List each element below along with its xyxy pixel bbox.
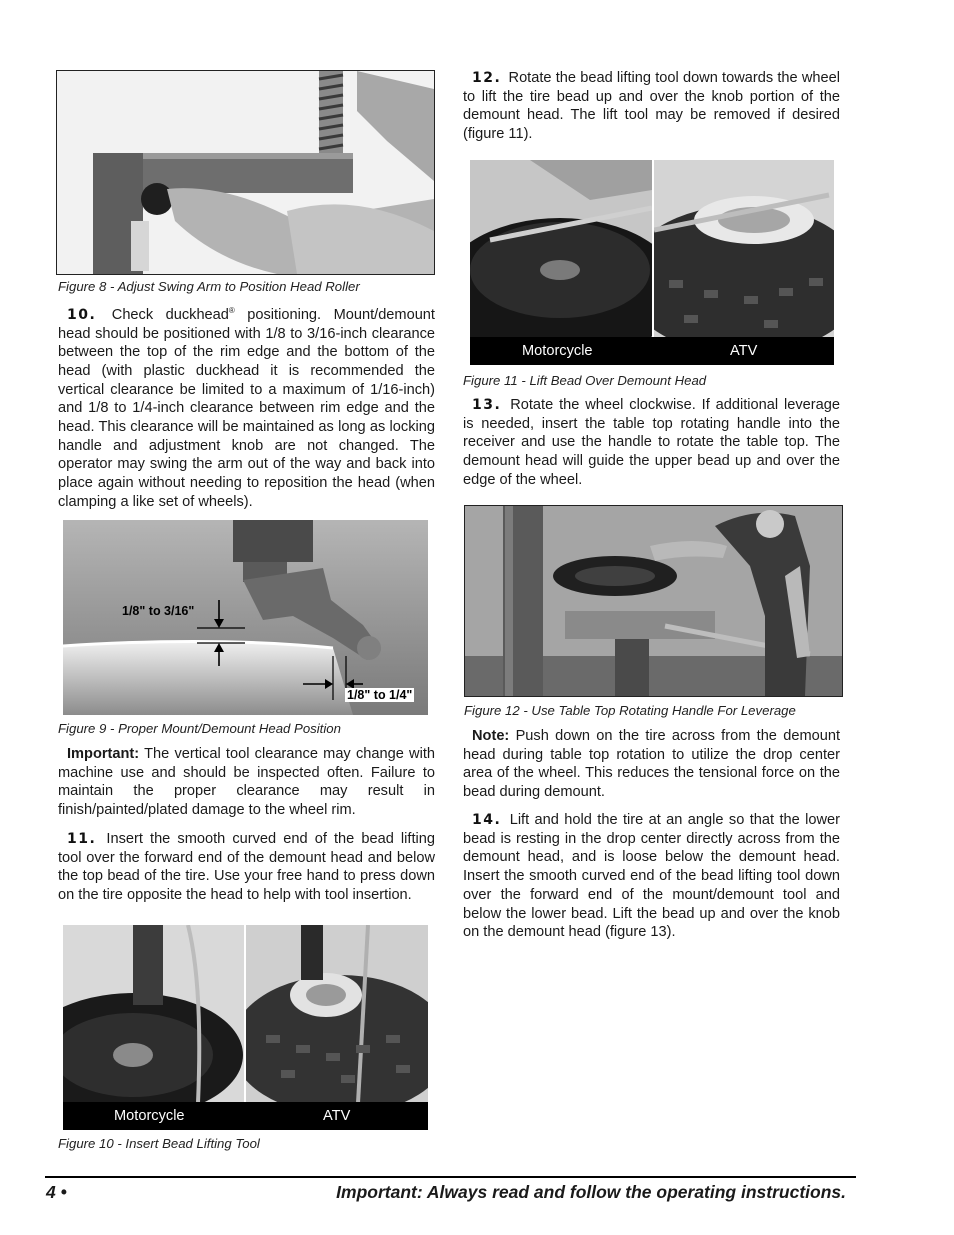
step-13-number: 13. [472,397,502,413]
step-13-text: Rotate the wheel clockwise. If additional leverage is needed, insert the table top rotating handle into the receiver and use the handle to rotate the table top. The demount head will guide the upper bead up and over the edge of the wheel. [463,397,840,488]
step-14-paragraph [463,811,840,942]
step-14-number: 14. [472,812,502,828]
figure-9-vertical-clearance-label: 1/8" to 3/16" [122,604,195,618]
figure-12-caption: Figure 12 - Use Table Top Rotating Handle For Leverage [464,703,796,718]
figure-9-horizontal-clearance-label: 1/8" to 1/4" [347,688,413,702]
step-10-text: positioning. Mount/demount head should be positioned with 1/8 to 3/16-inch clearance between the top of the rim edge and the bottom of the head (with plastic duckhead it is recommended the vertical clearance be limited to a maximum of 1/16-inch) and 1/8 to 1/4-inch clearance between rim edge and the head. This clearance will be maintained as long as locking handle and adjustment knob are not changed. The operator may swing the arm out of the way and back into place again without needing to reposition the head (when clamping a like set of wheels). [58,306,435,510]
figure-8-photo [56,70,435,275]
step-12-paragraph [463,69,840,144]
figure-12-photo [464,505,843,697]
figure-11-photo-motorcycle [470,160,652,337]
step-12-text: Rotate the bead lifting tool down towards the wheel to lift the tire bead up and over the knob portion of the demount head. The lift tool may be removed if desired (figure 11). [463,70,840,143]
important-label: Important: [67,746,140,762]
step-12-number: 12. [472,70,502,86]
figure-11-caption: Figure 11 - Lift Bead Over Demount Head [463,373,707,388]
step-10-number: 10. [67,306,97,323]
figure-11-label-atv: ATV [730,343,758,359]
figure-10-photo-motorcycle [63,925,244,1103]
figure-11-photo-atv [654,160,834,337]
footer-page-number: 4 • [46,1182,67,1202]
footer-rule [45,1176,856,1178]
important-paragraph [58,745,435,820]
figure-9-photo [63,520,428,715]
registered-mark: ® [228,306,235,315]
figure-10-label-atv: ATV [323,1108,351,1124]
note-paragraph [463,727,840,802]
figure-9-caption: Figure 9 - Proper Mount/Demount Head Position [58,721,341,736]
note-text: Push down on the tire across from the demount head during table top rotation to utilize the drop center area of the wheel. This reduces the tensional force on the bead during demount. [463,728,840,801]
step-10-lead: Check duckhead [111,306,229,323]
step-14-text: Lift and hold the tire at an angle so that the lower bead is resting in the drop center directly across from the demount head, and is loose below the demount head. Insert the smooth curved end of the bead lifting tool down over the forward end of the mount/demount tool and below the lower bead. Lift the bead up and over the knob on the demount head (figure 13). [463,812,840,941]
step-10-paragraph [58,302,435,512]
figure-10-photo-atv [246,925,428,1103]
figure-10-label-motorcycle: Motorcycle [114,1108,185,1124]
step-11-text: Insert the smooth curved end of the bead lifting tool over the forward end of the demount head and below the top bead of the tire. Use your free hand to press down on the tire opposite the head to help with tool insertion. [58,831,435,904]
step-11-number: 11. [67,831,97,847]
step-11-paragraph [58,830,435,905]
important-text: The vertical tool clearance may change with machine use and should be inspected often. Failure to maintain the proper clearance may result in finish/painted/plated damage to the wheel rim. [58,746,435,819]
figure-11-label-bar [470,337,834,365]
footer-important-notice: Important: Always read and follow the operating instructions. [336,1182,846,1202]
step-13-paragraph [463,396,840,490]
figure-11-label-motorcycle: Motorcycle [522,343,593,359]
note-label: Note: [472,728,510,744]
figure-8-caption: Figure 8 - Adjust Swing Arm to Position Head Roller [58,279,360,294]
figure-10-label-bar [63,1102,428,1130]
figure-10-caption: Figure 10 - Insert Bead Lifting Tool [58,1136,260,1151]
